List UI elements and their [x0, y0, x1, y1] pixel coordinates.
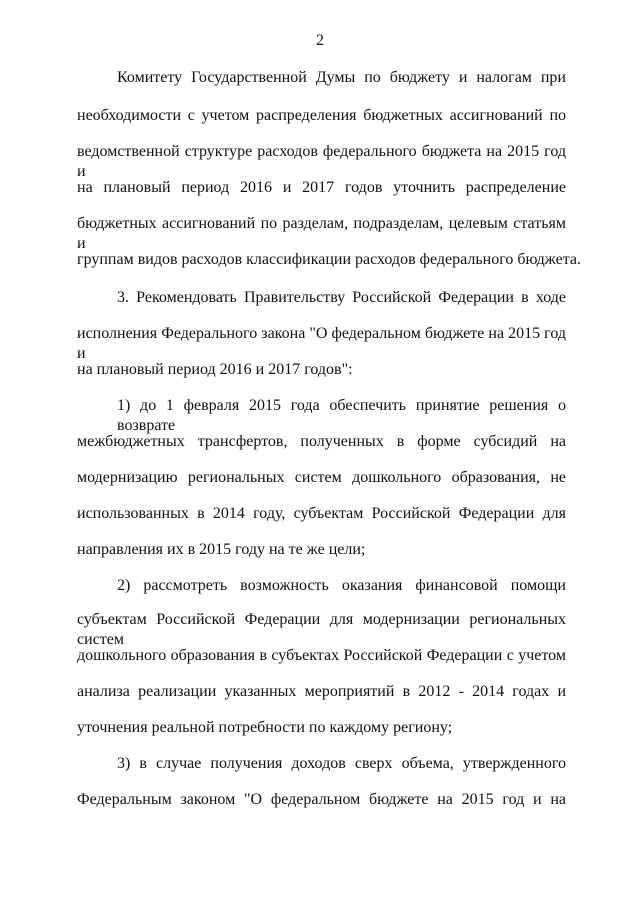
text-line: 1) до 1 февраля 2015 года обеспечить принятие решения о возврате: [117, 397, 566, 434]
text-line: модернизацию региональных систем дошкольного образования, не: [77, 469, 566, 486]
text-line: дошкольного образования в субъектах Российской Федерации с учетом: [77, 647, 566, 664]
text-line: Комитету Государственной Думы по бюджету и налогам при: [117, 69, 566, 86]
text-line: 2) рассмотреть возможность оказания финансовой помощи: [117, 577, 566, 594]
text-line: уточнения реальной потребности по каждому региону;: [77, 719, 453, 736]
text-line: ведомственной структуре расходов федерального бюджета на 2015 год и: [77, 143, 566, 180]
text-line: группам видов расходов классификации расходов федерального бюджета.: [77, 251, 582, 268]
text-line: 3. Рекомендовать Правительству Российской Федерации в ходе: [117, 289, 566, 306]
text-line: использованных в 2014 году, субъектам Российской Федерации для: [77, 505, 566, 522]
text-line: исполнения Федерального закона "О федеральном бюджете на 2015 год и: [77, 325, 566, 362]
text-line: Федеральным законом "О федеральном бюджете на 2015 год и на: [77, 791, 566, 808]
text-line: на плановый период 2016 и 2017 годов уточнить распределение: [77, 179, 566, 196]
text-line: межбюджетных трансфертов, полученных в форме субсидий на: [77, 433, 566, 450]
text-line: на плановый период 2016 и 2017 годов":: [77, 361, 353, 378]
text-line: направления их в 2015 году на те же цели;: [77, 541, 366, 558]
text-line: субъектам Российской Федерации для модернизации региональных систем: [77, 611, 566, 648]
text-line: анализа реализации указанных мероприятий в 2012 - 2014 годах и: [77, 683, 566, 700]
text-line: бюджетных ассигнований по разделам, подразделам, целевым статьям и: [77, 215, 566, 252]
text-line: 3) в случае получения доходов сверх объема, утвержденного: [117, 755, 566, 772]
page-number: 2: [316, 32, 324, 49]
text-line: необходимости с учетом распределения бюджетных ассигнований по: [77, 107, 566, 124]
